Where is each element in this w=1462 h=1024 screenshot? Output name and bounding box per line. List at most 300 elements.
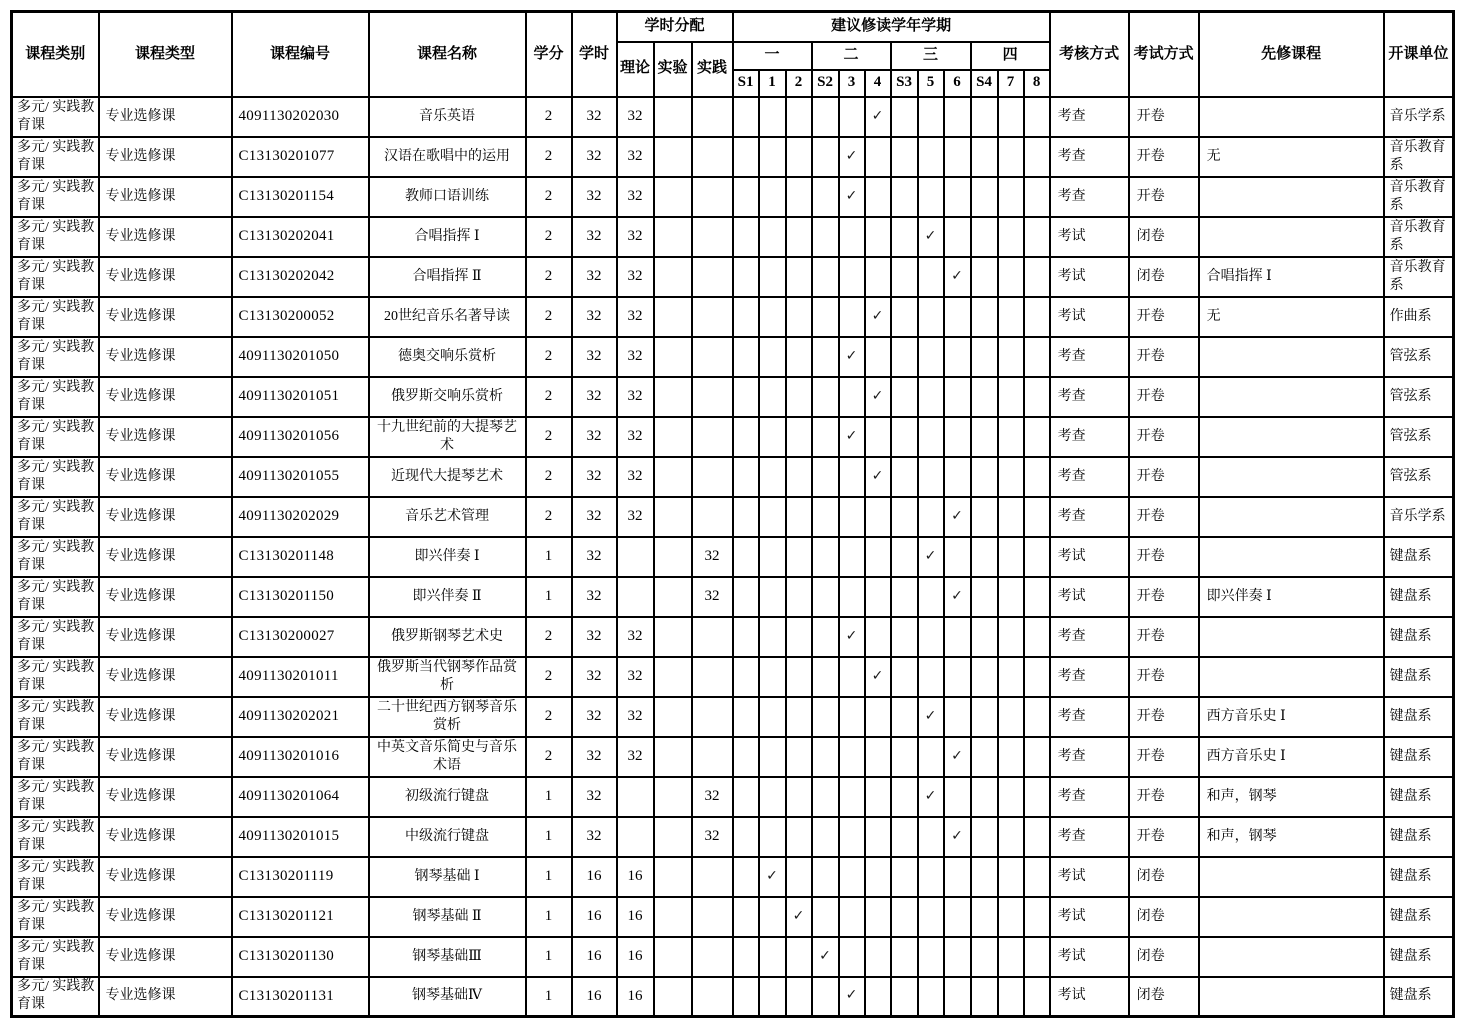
semester-checkmark-cell	[839, 617, 865, 657]
semester-cell	[998, 697, 1024, 737]
cell-exam: 开卷	[1129, 617, 1199, 657]
semester-checkmark-cell	[918, 697, 944, 737]
cell-type: 专业选修课	[99, 457, 232, 497]
semester-cell	[759, 777, 786, 817]
cell-code: C13130201148	[232, 537, 369, 577]
cell-exam: 闭卷	[1129, 977, 1199, 1017]
semester-checkmark-cell	[839, 337, 865, 377]
cell-code: 4091130202029	[232, 497, 369, 537]
cell-practice	[692, 377, 733, 417]
cell-experiment	[654, 217, 692, 257]
cell-prereq	[1199, 177, 1384, 217]
cell-exam: 开卷	[1129, 497, 1199, 537]
semester-cell	[733, 537, 759, 577]
semester-cell	[998, 457, 1024, 497]
semester-cell	[1024, 217, 1050, 257]
cell-experiment	[654, 897, 692, 937]
cell-exam: 开卷	[1129, 137, 1199, 177]
semester-cell	[812, 177, 839, 217]
cell-practice	[692, 97, 733, 137]
semester-cell	[786, 577, 812, 617]
semester-cell	[839, 97, 865, 137]
cell-code: C13130202042	[232, 257, 369, 297]
semester-checkmark-cell	[759, 857, 786, 897]
header-semester-8: 8	[1024, 70, 1050, 97]
semester-cell	[918, 817, 944, 857]
semester-cell	[733, 697, 759, 737]
checkmark-icon: ✓	[924, 547, 937, 564]
semester-cell	[944, 777, 971, 817]
semester-cell	[1024, 537, 1050, 577]
semester-cell	[839, 817, 865, 857]
cell-exam: 闭卷	[1129, 937, 1199, 977]
cell-hours: 32	[572, 657, 617, 697]
semester-cell	[944, 897, 971, 937]
semester-cell	[865, 737, 891, 777]
semester-cell	[759, 457, 786, 497]
semester-cell	[971, 737, 998, 777]
semester-cell	[759, 617, 786, 657]
cell-type: 专业选修课	[99, 497, 232, 537]
semester-cell	[1024, 577, 1050, 617]
cell-type: 专业选修课	[99, 537, 232, 577]
header-course-type: 课程类型	[99, 12, 232, 97]
semester-cell	[918, 457, 944, 497]
cell-credits: 2	[526, 217, 572, 257]
cell-practice	[692, 177, 733, 217]
cell-experiment	[654, 257, 692, 297]
semester-cell	[998, 817, 1024, 857]
checkmark-icon: ✓	[924, 787, 937, 804]
cell-category: 多元/ 实践教育课	[12, 737, 99, 777]
cell-practice	[692, 217, 733, 257]
semester-cell	[1024, 777, 1050, 817]
cell-code: 4091130202030	[232, 97, 369, 137]
checkmark-icon: ✓	[845, 627, 858, 644]
semester-checkmark-cell	[944, 817, 971, 857]
checkmark-icon: ✓	[924, 227, 937, 244]
semester-cell	[998, 97, 1024, 137]
semester-cell	[733, 417, 759, 457]
cell-category: 多元/ 实践教育课	[12, 817, 99, 857]
cell-theory: 32	[617, 377, 654, 417]
semester-cell	[944, 697, 971, 737]
semester-cell	[812, 97, 839, 137]
semester-cell	[812, 897, 839, 937]
cell-unit: 键盘系	[1384, 737, 1454, 777]
cell-assessment: 考查	[1050, 457, 1129, 497]
header-practice: 实践	[692, 42, 733, 97]
course-row	[12, 617, 1454, 657]
checkmark-icon: ✓	[951, 267, 963, 284]
semester-cell	[786, 97, 812, 137]
cell-name: 德奥交响乐赏析	[369, 337, 526, 377]
course-row	[12, 577, 1454, 617]
semester-cell	[812, 217, 839, 257]
semester-cell	[971, 697, 998, 737]
semester-cell	[865, 177, 891, 217]
semester-cell	[865, 537, 891, 577]
cell-practice	[692, 137, 733, 177]
curriculum-table	[10, 10, 1455, 1018]
semester-cell	[918, 617, 944, 657]
header-semester-s4: S4	[971, 70, 998, 97]
cell-experiment	[654, 737, 692, 777]
cell-theory	[617, 817, 654, 857]
semester-cell	[865, 697, 891, 737]
cell-hours: 32	[572, 537, 617, 577]
cell-exam: 开卷	[1129, 777, 1199, 817]
semester-cell	[998, 377, 1024, 417]
semester-cell	[786, 937, 812, 977]
semester-cell	[759, 657, 786, 697]
semester-cell	[1024, 457, 1050, 497]
course-row	[12, 857, 1454, 897]
cell-credits: 2	[526, 97, 572, 137]
semester-cell	[971, 577, 998, 617]
semester-cell	[944, 297, 971, 337]
checkmark-icon: ✓	[871, 467, 884, 484]
cell-hours: 32	[572, 577, 617, 617]
semester-cell	[918, 257, 944, 297]
semester-cell	[839, 537, 865, 577]
semester-cell	[839, 457, 865, 497]
header-semester-s1: S1	[733, 70, 759, 97]
semester-cell	[998, 577, 1024, 617]
cell-exam: 开卷	[1129, 97, 1199, 137]
semester-cell	[786, 697, 812, 737]
cell-practice	[692, 337, 733, 377]
cell-type: 专业选修课	[99, 777, 232, 817]
header-semester-s3: S3	[891, 70, 918, 97]
semester-cell	[971, 337, 998, 377]
cell-type: 专业选修课	[99, 177, 232, 217]
semester-cell	[733, 817, 759, 857]
cell-unit: 作曲系	[1384, 297, 1454, 337]
semester-cell	[733, 217, 759, 257]
semester-cell	[812, 297, 839, 337]
semester-cell	[971, 217, 998, 257]
semester-cell	[891, 857, 918, 897]
cell-practice: 32	[692, 817, 733, 857]
semester-cell	[971, 497, 998, 537]
cell-experiment	[654, 337, 692, 377]
cell-hours: 32	[572, 457, 617, 497]
semester-cell	[759, 257, 786, 297]
semester-cell	[812, 497, 839, 537]
cell-category: 多元/ 实践教育课	[12, 657, 99, 697]
semester-cell	[812, 697, 839, 737]
semester-cell	[1024, 337, 1050, 377]
semester-cell	[786, 297, 812, 337]
semester-checkmark-cell	[865, 657, 891, 697]
semester-cell	[918, 857, 944, 897]
checkmark-icon: ✓	[951, 827, 963, 844]
cell-assessment: 考试	[1050, 217, 1129, 257]
cell-hours: 32	[572, 697, 617, 737]
cell-code: 4091130201050	[232, 337, 369, 377]
semester-cell	[786, 657, 812, 697]
cell-assessment: 考查	[1050, 377, 1129, 417]
cell-name: 中英文音乐简史与音乐术语	[369, 737, 526, 777]
semester-cell	[971, 97, 998, 137]
semester-checkmark-cell	[918, 537, 944, 577]
semester-cell	[865, 897, 891, 937]
semester-cell	[891, 617, 918, 657]
semester-checkmark-cell	[839, 417, 865, 457]
cell-hours: 32	[572, 777, 617, 817]
cell-assessment: 考试	[1050, 297, 1129, 337]
semester-cell	[998, 737, 1024, 777]
cell-hours: 32	[572, 737, 617, 777]
cell-code: C13130201130	[232, 937, 369, 977]
semester-cell	[759, 577, 786, 617]
cell-code: C13130200052	[232, 297, 369, 337]
semester-cell	[839, 937, 865, 977]
semester-cell	[865, 137, 891, 177]
semester-cell	[786, 817, 812, 857]
cell-theory: 32	[617, 697, 654, 737]
cell-name: 即兴伴奏 Ⅱ	[369, 577, 526, 617]
cell-theory: 32	[617, 217, 654, 257]
cell-code: 4091130201056	[232, 417, 369, 457]
semester-cell	[971, 857, 998, 897]
semester-cell	[759, 337, 786, 377]
semester-cell	[891, 737, 918, 777]
semester-cell	[891, 377, 918, 417]
checkmark-icon: ✓	[871, 667, 884, 684]
cell-name: 中级流行键盘	[369, 817, 526, 857]
cell-assessment: 考查	[1050, 657, 1129, 697]
cell-name: 合唱指挥 Ⅰ	[369, 217, 526, 257]
semester-cell	[786, 617, 812, 657]
cell-hours: 32	[572, 97, 617, 137]
cell-unit: 键盘系	[1384, 817, 1454, 857]
semester-cell	[998, 217, 1024, 257]
header-year: 二	[812, 42, 891, 70]
cell-prereq: 无	[1199, 297, 1384, 337]
course-row	[12, 537, 1454, 577]
semester-cell	[918, 657, 944, 697]
semester-cell	[1024, 177, 1050, 217]
semester-cell	[891, 417, 918, 457]
cell-type: 专业选修课	[99, 737, 232, 777]
cell-credits: 1	[526, 897, 572, 937]
semester-cell	[865, 577, 891, 617]
cell-type: 专业选修课	[99, 297, 232, 337]
course-row	[12, 657, 1454, 697]
semester-cell	[733, 977, 759, 1017]
semester-cell	[918, 497, 944, 537]
checkmark-icon: ✓	[845, 987, 858, 1004]
semester-cell	[839, 377, 865, 417]
semester-cell	[1024, 937, 1050, 977]
semester-cell	[944, 657, 971, 697]
cell-hours: 16	[572, 937, 617, 977]
semester-cell	[971, 937, 998, 977]
cell-name: 汉语在歌唱中的运用	[369, 137, 526, 177]
cell-type: 专业选修课	[99, 377, 232, 417]
semester-cell	[944, 177, 971, 217]
semester-cell	[759, 217, 786, 257]
checkmark-icon: ✓	[871, 307, 884, 324]
semester-cell	[786, 737, 812, 777]
cell-hours: 32	[572, 337, 617, 377]
cell-exam: 开卷	[1129, 577, 1199, 617]
cell-category: 多元/ 实践教育课	[12, 337, 99, 377]
semester-cell	[733, 177, 759, 217]
cell-code: C13130201121	[232, 897, 369, 937]
semester-cell	[733, 617, 759, 657]
cell-name: 俄罗斯钢琴艺术史	[369, 617, 526, 657]
cell-name: 即兴伴奏 Ⅰ	[369, 537, 526, 577]
cell-code: C13130202041	[232, 217, 369, 257]
cell-assessment: 考查	[1050, 617, 1129, 657]
cell-category: 多元/ 实践教育课	[12, 857, 99, 897]
cell-type: 专业选修课	[99, 697, 232, 737]
semester-cell	[998, 537, 1024, 577]
semester-cell	[759, 97, 786, 137]
header-semester-5: 5	[918, 70, 944, 97]
semester-cell	[733, 657, 759, 697]
cell-name: 十九世纪前的大提琴艺术	[369, 417, 526, 457]
cell-prereq	[1199, 537, 1384, 577]
semester-cell	[759, 177, 786, 217]
cell-theory: 16	[617, 857, 654, 897]
cell-practice	[692, 977, 733, 1017]
semester-cell	[1024, 137, 1050, 177]
cell-experiment	[654, 817, 692, 857]
checkmark-icon: ✓	[819, 947, 831, 964]
semester-cell	[839, 257, 865, 297]
semester-checkmark-cell	[918, 217, 944, 257]
semester-cell	[865, 217, 891, 257]
semester-cell	[1024, 497, 1050, 537]
cell-unit: 管弦系	[1384, 377, 1454, 417]
semester-cell	[733, 857, 759, 897]
semester-checkmark-cell	[865, 297, 891, 337]
course-row	[12, 937, 1454, 977]
header-semester-4: 4	[865, 70, 891, 97]
cell-code: C13130201119	[232, 857, 369, 897]
cell-experiment	[654, 977, 692, 1017]
cell-exam: 开卷	[1129, 417, 1199, 457]
cell-practice	[692, 737, 733, 777]
cell-unit: 键盘系	[1384, 617, 1454, 657]
cell-practice	[692, 697, 733, 737]
cell-theory: 32	[617, 97, 654, 137]
cell-theory: 32	[617, 297, 654, 337]
cell-assessment: 考查	[1050, 97, 1129, 137]
cell-prereq	[1199, 457, 1384, 497]
semester-cell	[733, 897, 759, 937]
header-assessment-method: 考核方式	[1050, 12, 1129, 97]
semester-cell	[759, 537, 786, 577]
checkmark-icon: ✓	[871, 107, 884, 124]
semester-cell	[998, 417, 1024, 457]
semester-cell	[891, 537, 918, 577]
semester-cell	[839, 777, 865, 817]
cell-hours: 32	[572, 257, 617, 297]
cell-exam: 开卷	[1129, 697, 1199, 737]
cell-credits: 2	[526, 137, 572, 177]
header-year: 一	[733, 42, 812, 70]
cell-unit: 键盘系	[1384, 537, 1454, 577]
semester-cell	[1024, 817, 1050, 857]
cell-exam: 开卷	[1129, 817, 1199, 857]
cell-practice	[692, 457, 733, 497]
semester-cell	[944, 337, 971, 377]
course-row	[12, 137, 1454, 177]
cell-experiment	[654, 937, 692, 977]
course-row	[12, 337, 1454, 377]
semester-cell	[839, 697, 865, 737]
cell-hours: 32	[572, 137, 617, 177]
semester-cell	[812, 617, 839, 657]
cell-credits: 1	[526, 537, 572, 577]
semester-cell	[786, 457, 812, 497]
cell-prereq	[1199, 377, 1384, 417]
semester-cell	[891, 897, 918, 937]
cell-exam: 开卷	[1129, 297, 1199, 337]
cell-theory: 32	[617, 617, 654, 657]
cell-type: 专业选修课	[99, 617, 232, 657]
semester-cell	[786, 177, 812, 217]
cell-experiment	[654, 97, 692, 137]
semester-cell	[891, 297, 918, 337]
semester-cell	[918, 737, 944, 777]
cell-prereq: 和声，钢琴	[1199, 777, 1384, 817]
cell-credits: 1	[526, 937, 572, 977]
cell-name: 钢琴基础 Ⅱ	[369, 897, 526, 937]
semester-cell	[971, 657, 998, 697]
cell-name: 钢琴基础 Ⅰ	[369, 857, 526, 897]
semester-checkmark-cell	[839, 977, 865, 1017]
cell-unit: 键盘系	[1384, 697, 1454, 737]
cell-assessment: 考试	[1050, 857, 1129, 897]
semester-cell	[971, 377, 998, 417]
semester-cell	[971, 417, 998, 457]
cell-unit: 键盘系	[1384, 577, 1454, 617]
semester-cell	[733, 737, 759, 777]
semester-cell	[1024, 257, 1050, 297]
cell-category: 多元/ 实践教育课	[12, 257, 99, 297]
header-experiment: 实验	[654, 42, 692, 97]
semester-cell	[918, 177, 944, 217]
checkmark-icon: ✓	[951, 507, 963, 524]
semester-checkmark-cell	[839, 137, 865, 177]
cell-unit: 键盘系	[1384, 937, 1454, 977]
cell-category: 多元/ 实践教育课	[12, 577, 99, 617]
course-row	[12, 217, 1454, 257]
semester-cell	[998, 977, 1024, 1017]
semester-cell	[759, 977, 786, 1017]
semester-cell	[998, 617, 1024, 657]
cell-category: 多元/ 实践教育课	[12, 417, 99, 457]
cell-unit: 音乐教育系	[1384, 137, 1454, 177]
cell-hours: 32	[572, 417, 617, 457]
semester-cell	[786, 137, 812, 177]
cell-exam: 闭卷	[1129, 257, 1199, 297]
header-theory: 理论	[617, 42, 654, 97]
cell-hours: 32	[572, 817, 617, 857]
cell-code: 4091130201011	[232, 657, 369, 697]
header-semester-s2: S2	[812, 70, 839, 97]
semester-cell	[812, 337, 839, 377]
semester-cell	[1024, 97, 1050, 137]
semester-checkmark-cell	[786, 897, 812, 937]
semester-cell	[918, 97, 944, 137]
